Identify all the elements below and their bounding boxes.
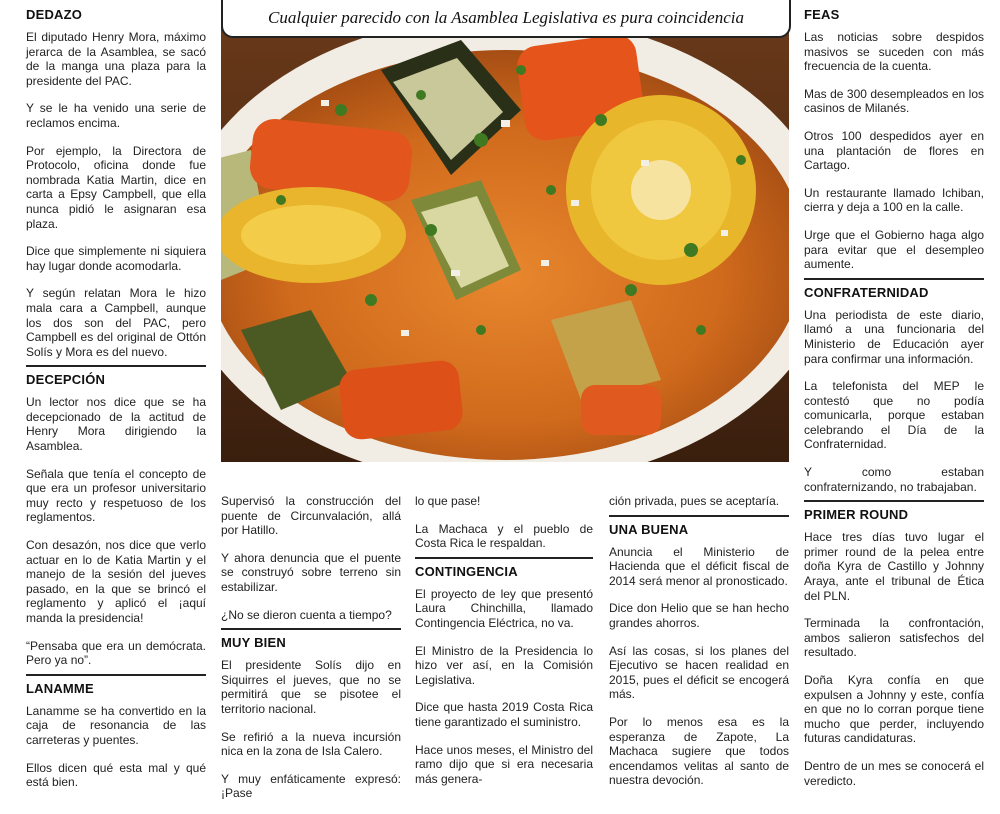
paragraph: Hace tres días tuvo lugar el primer round de la pelea entre doña Kyra de Castillo y Johnny Araya, ante el tribunal de Ética del PLN.: [804, 530, 984, 603]
paragraph: Y como estaban confraternizando, no trabajaban.: [804, 465, 984, 494]
paragraph: La telefonista del MEP le contestó que no podía comunicarla, porque estaban celebrando el Día de la Confraternidad.: [804, 379, 984, 452]
caption-box: [221, 0, 791, 38]
paragraph: Otros 100 despedidos ayer en una plantación de flores en Cartago.: [804, 128, 984, 173]
photo-caption: Cualquier parecido con la Asamblea Legislativa es pura coincidencia: [268, 8, 744, 27]
bottom-column-1: [221, 494, 401, 814]
paragraph: Por lo menos esa es la esperanza de Zapote, La Machaca sugiere que todos encendamos velitas al santo de nuestra devoción.: [609, 714, 789, 788]
paragraph: Hace unos meses, el Ministro del ramo dijo que si era necesaria más genera-: [415, 742, 593, 786]
section-heading-lanamme: LANAMME: [26, 674, 206, 697]
paragraph: Un restaurante llamado Ichiban, cierra y deja a 100 en la calle.: [804, 185, 984, 215]
paragraph: Urge que el Gobierno haga algo para evitar que el desempleo aumente.: [804, 227, 984, 272]
paragraph: La Machaca y el pueblo de Costa Rica le respaldan.: [415, 521, 593, 551]
paragraph: Dice que simplemente ni siquiera hay lugar donde acomodarla.: [26, 244, 206, 273]
paragraph: Las noticias sobre despidos masivos se suceden con más frecuencia de la cuenta.: [804, 30, 984, 74]
paragraph: Un lector nos dice que se ha decepcionado de la actitud de Henry Mora dirigiendo la Asamblea.: [26, 395, 206, 454]
paragraph: El diputado Henry Mora, máximo jerarca de la Asamblea, se sacó de la manga una plaza para la presidente del PAC.: [26, 30, 206, 88]
paragraph: Mas de 300 desempleados en los casinos de Milanés.: [804, 86, 984, 116]
paragraph: Ellos dicen qué esta mal y qué está bien.: [26, 760, 206, 790]
bottom-column-2: [415, 494, 593, 799]
right-column: [804, 0, 984, 801]
paragraph: El proyecto de ley que presentó Laura Chinchilla, llamado Contingencia Eléctrica, no va.: [415, 586, 593, 630]
paragraph: Doña Kyra confía en que expulsen a Johnny y este, confía en que no lo corran porque tiene mucho que perder, incluyendo futuras candidaturas.: [804, 673, 984, 746]
bottom-column-3: [609, 494, 789, 801]
section-heading-decepcion: DECEPCIÓN: [26, 365, 206, 388]
paragraph: ción privada, pues se aceptaría.: [609, 494, 780, 508]
paragraph: ¿No se dieron cuenta a tiempo?: [221, 607, 392, 622]
paragraph: Así las cosas, si los planes del Ejecutivo se hacen realidad en 2015, pues el déficit se encogerá más.: [609, 643, 789, 702]
paragraph: El presidente Solís dijo en Siquirres el jueves, que no se permitirá que se pisotee el territorio nacional.: [221, 658, 401, 716]
paragraph: El Ministro de la Presidencia lo hizo ver así, en la Comisión Legislativa.: [415, 643, 593, 687]
paragraph: Con desazón, nos dice que verlo actuar en lo de Katia Martin y el manejo de la sesión del jueves pasado, en la que se brincó el reglamento y aplicó el ¡aquí manda la presidencia!: [26, 538, 206, 625]
section-heading-feas: FEAS: [804, 7, 840, 22]
soup-photo: [221, 0, 789, 462]
section-heading-confraternidad: CONFRATERNIDAD: [804, 278, 984, 301]
paragraph: Dentro de un mes se conocerá el veredicto.: [804, 758, 984, 788]
left-column: [26, 0, 206, 803]
paragraph: Anuncia el Ministerio de Hacienda que el déficit fiscal de 2014 será menor al pronosticado.: [609, 544, 789, 588]
section-heading-una-buena: UNA BUENA: [609, 515, 789, 538]
section-heading-dedazo: DEDAZO: [26, 7, 83, 22]
paragraph: Una periodista de este diario, llamó a una funcionaria del Ministerio de Educación ayer para confirmar una información.: [804, 307, 984, 366]
paragraph: Terminada la confrontación, ambos salieron satisfechos del resultado.: [804, 616, 984, 660]
paragraph: Y según relatan Mora le hizo mala cara a Campbell, aunque los dos son del PAC, pero Campbell es del original de Ottón Solís y Mora es del nuevo.: [26, 286, 206, 359]
paragraph: Dice que hasta 2019 Costa Rica tiene garantizado el suministro.: [415, 700, 593, 729]
section-heading-muy-bien: MUY BIEN: [221, 628, 401, 651]
paragraph: Y muy enfáticamente expresó: ¡Pase: [221, 771, 401, 801]
section-heading-contingencia: CONTINGENCIA: [415, 557, 593, 580]
paragraph: Supervisó la construcción del puente de Circunvalación, allá por Hatillo.: [221, 494, 401, 538]
paragraph: Y ahora denuncia que el puente se construyó sobre terreno sin estabilizar.: [221, 550, 401, 594]
paragraph: Dice don Helio que se han hecho grandes ahorros.: [609, 601, 789, 630]
section-heading-primer-round: PRIMER ROUND: [804, 500, 984, 523]
paragraph: Por ejemplo, la Directora de Protocolo, oficina donde fue nombrada Katia Martin, dice en carta a Epsy Campbell, que ella nunca pidió le asignaran esa plaza.: [26, 143, 206, 231]
paragraph: Y se le ha venido una serie de reclamos encima.: [26, 101, 206, 130]
paragraph: “Pensaba que era un demócrata. Pero ya no”.: [26, 638, 206, 668]
soup-illustration: [221, 0, 789, 462]
paragraph: Lanamme se ha convertido en la caja de resonancia de las carreteras y puentes.: [26, 703, 206, 747]
paragraph: Señala que tenía el concepto de que era un profesor universitario muy recto y respetuoso de los reglamentos.: [26, 466, 206, 525]
paragraph: Se refirió a la nueva incursión nica en la zona de Isla Calero.: [221, 729, 401, 759]
paragraph: lo que pase!: [415, 494, 481, 508]
